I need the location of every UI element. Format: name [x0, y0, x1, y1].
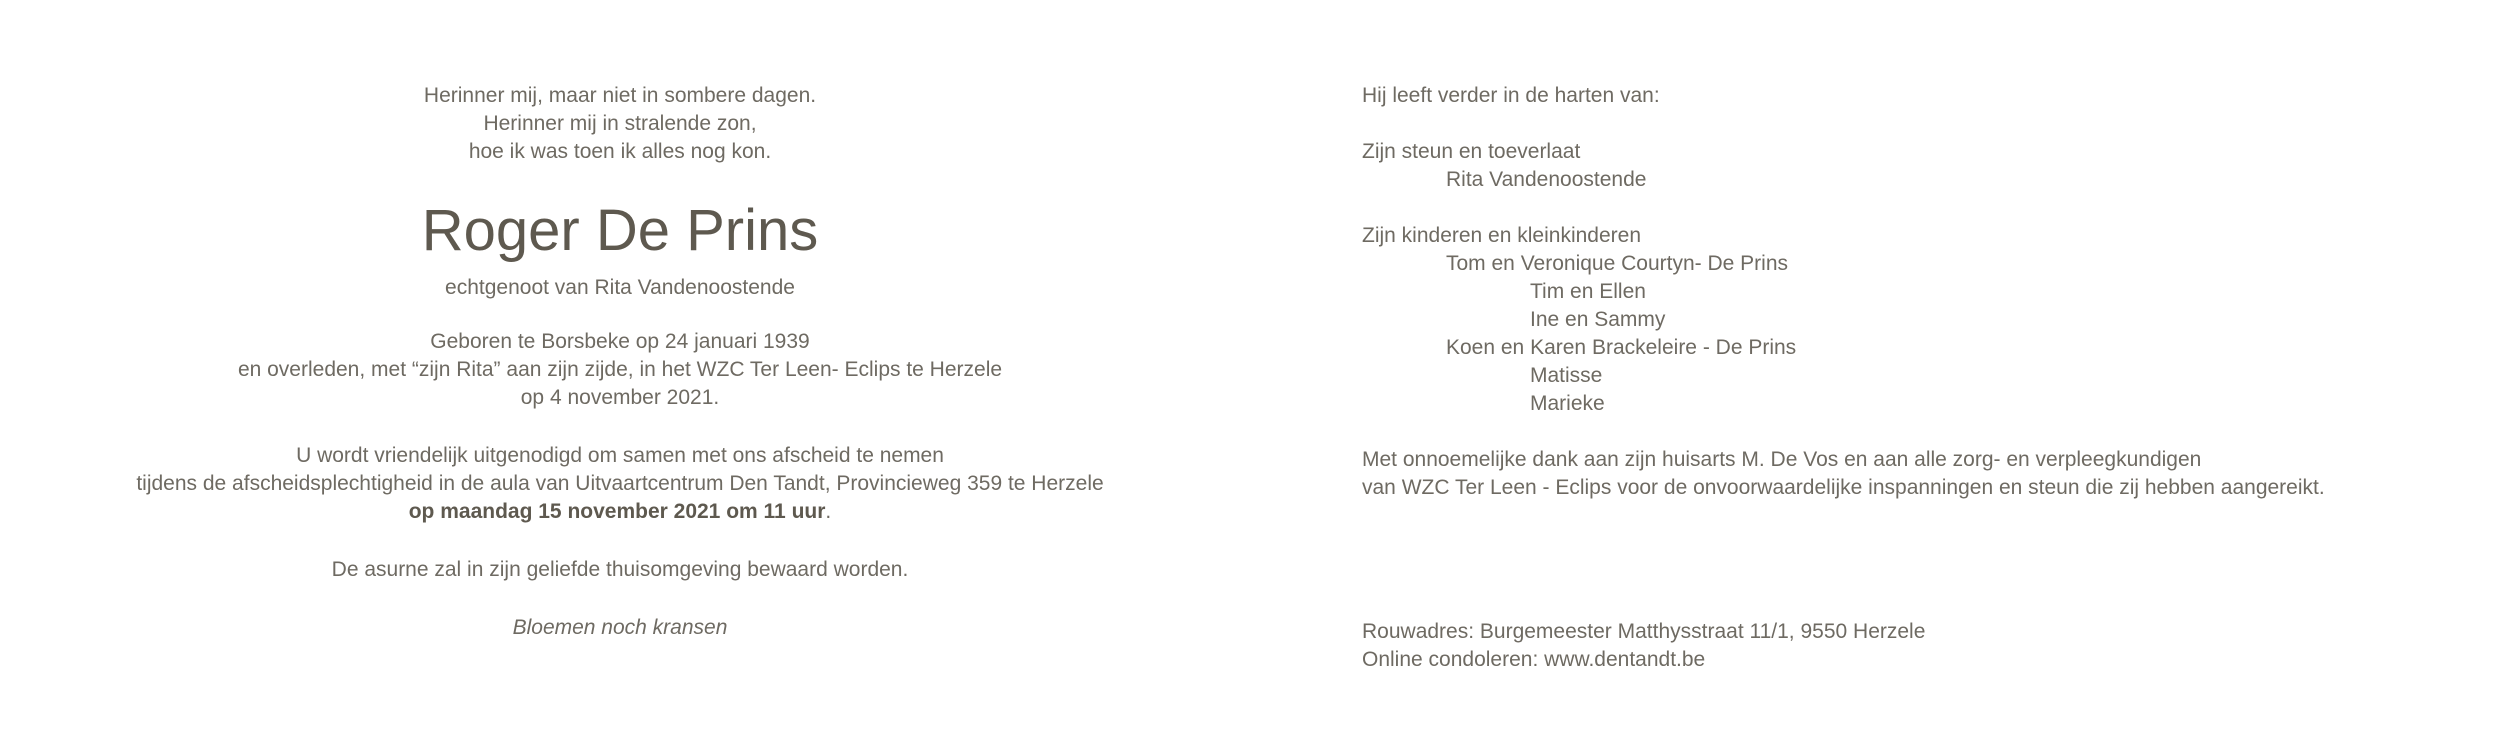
- urn-line: De asurne zal in zijn geliefde thuisomgeving bewaard worden.: [331, 558, 909, 581]
- grandchild-name: Matisse: [1530, 364, 1603, 387]
- death-line: en overleden, met “zijn Rita” aan zijn zijde, in het WZC Ter Leen- Eclips te Herzele: [237, 358, 1003, 381]
- partner-name: Rita Vandenoostende: [1446, 168, 1647, 191]
- poem-line: Herinner mij, maar niet in sombere dagen.: [423, 84, 817, 107]
- ceremony-date: op maandag 15 november 2021 om 11 uur: [408, 500, 826, 523]
- ceremony-date-line: [120, 498, 1120, 526]
- poem-line: Herinner mij in stralende zon,: [483, 112, 757, 135]
- death-date-line: op 4 november 2021.: [520, 386, 720, 409]
- ceremony-location-line: tijdens de afscheidsplechtigheid in de aula van Uitvaartcentrum Den Tandt, Provincieweg 359 te Herzele: [136, 472, 1104, 495]
- child-name: Koen en Karen Brackeleire - De Prins: [1446, 336, 1797, 359]
- poem-line: hoe ik was toen ik alles nog kon.: [468, 140, 772, 163]
- ceremony-date-suffix: .: [825, 500, 832, 523]
- grandchild-name: Ine en Sammy: [1530, 308, 1666, 331]
- contact-block: [1362, 618, 1925, 674]
- family-intro: Hij leeft verder in de harten van:: [1362, 84, 1660, 107]
- invitation-block: [120, 442, 1120, 526]
- right-column: [1362, 82, 2422, 502]
- mourning-address: Rouwadres: Burgemeester Matthysstraat 11/1, 9550 Herzele: [1362, 620, 1926, 643]
- partner-label: Zijn steun en toeverlaat: [1362, 140, 1581, 163]
- invitation-line: U wordt vriendelijk uitgenodigd om samen met ons afscheid te nemen: [296, 444, 944, 467]
- birth-line: Geboren te Borsbeke op 24 januari 1939: [430, 330, 810, 353]
- children-label: Zijn kinderen en kleinkinderen: [1362, 224, 1641, 247]
- thanks-line: Met onnoemelijke dank aan zijn huisarts M. De Vos en aan alle zorg- en verpleegkundigen: [1362, 448, 2202, 471]
- thanks-line: van WZC Ter Leen - Eclips voor de onvoorwaardelijke inspanningen en steun die zij hebben aangereikt.: [1362, 476, 2325, 499]
- child-name: Tom en Veronique Courtyn- De Prins: [1446, 252, 1788, 275]
- grandchild-name: Marieke: [1530, 392, 1605, 415]
- flowers-line: Bloemen noch kransen: [512, 616, 728, 639]
- spouse-line: echtgenoot van Rita Vandenoostende: [445, 276, 795, 299]
- poem: [120, 82, 1120, 166]
- grandchild-name: Tim en Ellen: [1530, 280, 1646, 303]
- deceased-name: Roger De Prins: [421, 198, 819, 263]
- online-condolence: Online condoleren: www.dentandt.be: [1362, 648, 1706, 671]
- left-column: [120, 82, 1120, 642]
- birth-death-block: [120, 328, 1120, 412]
